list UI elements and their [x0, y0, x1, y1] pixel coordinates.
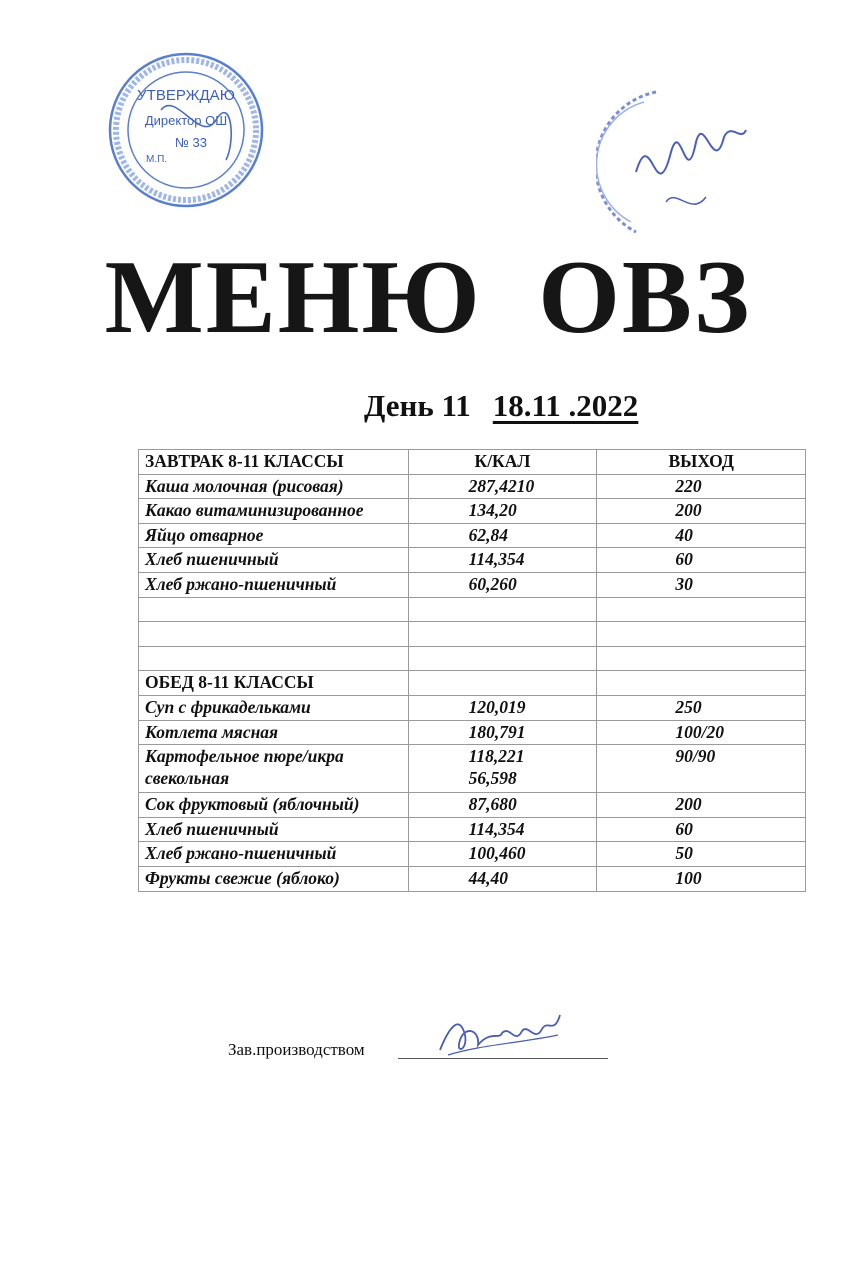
dish-name: Хлеб ржано-пшеничный	[139, 842, 409, 867]
empty-row	[139, 646, 806, 671]
table-row	[139, 695, 806, 720]
table-row	[139, 523, 806, 548]
menu-date: 18.11 .2022	[492, 388, 639, 423]
output-header: ВЫХОД	[597, 450, 806, 475]
dish-output: 50	[597, 842, 806, 867]
empty-row	[139, 622, 806, 647]
dish-output: 220	[597, 474, 806, 499]
svg-text:№ 33: № 33	[174, 135, 208, 150]
dish-kcal-line2: 56,598	[468, 768, 517, 789]
dish-kcal: 100,460	[408, 842, 597, 867]
dish-output: 250	[597, 695, 806, 720]
day-line	[364, 388, 638, 424]
dish-kcal-line1: 118,221	[468, 746, 525, 767]
dish-name: Каша молочная (рисовая)	[139, 474, 409, 499]
approval-stamp	[106, 50, 266, 210]
svg-text:УТВЕРЖДАЮ: УТВЕРЖДАЮ	[137, 87, 235, 104]
kcal-header: К/КАЛ	[408, 450, 597, 475]
table-row	[139, 842, 806, 867]
dish-name-line2: свекольная	[145, 768, 230, 789]
dish-output: 100/20	[597, 720, 806, 745]
table-row	[139, 548, 806, 573]
dish-kcal: 134,20	[408, 499, 597, 524]
dish-output: 60	[597, 548, 806, 573]
dish-kcal: 60,260	[408, 572, 597, 597]
svg-text:М.П.: М.П.	[146, 154, 168, 165]
dish-name: Какао витаминизированное	[139, 499, 409, 524]
dish-kcal	[408, 745, 597, 793]
dish-output: 60	[597, 817, 806, 842]
dish-kcal: 44,40	[408, 866, 597, 891]
lunch-header-row	[139, 671, 806, 696]
breakfast-header-row	[139, 450, 806, 475]
table-row	[139, 572, 806, 597]
dish-output: 200	[597, 499, 806, 524]
handwritten-signature	[430, 1005, 570, 1067]
dish-name: Хлеб пшеничный	[139, 817, 409, 842]
table-row	[139, 817, 806, 842]
table-row	[139, 499, 806, 524]
dish-name: Хлеб ржано-пшеничный	[139, 572, 409, 597]
dish-kcal: 87,680	[408, 793, 597, 818]
dish-name: Котлета мясная	[139, 720, 409, 745]
dish-name: Суп с фрикадельками	[139, 695, 409, 720]
dish-output: 100	[597, 866, 806, 891]
dish-kcal: 114,354	[408, 548, 597, 573]
dish-kcal: 120,019	[408, 695, 597, 720]
dish-kcal: 180,791	[408, 720, 597, 745]
dish-name	[139, 745, 409, 793]
day-label: День 11	[364, 388, 471, 423]
page-title: МЕНЮ ОВЗ	[104, 238, 752, 355]
dish-name-line1: Картофельное пюре/икра	[145, 746, 344, 767]
table-row	[139, 720, 806, 745]
dish-name: Сок фруктовый (яблочный)	[139, 793, 409, 818]
dish-output: 40	[597, 523, 806, 548]
table-row	[139, 793, 806, 818]
menu-table	[138, 449, 806, 892]
dish-kcal: 287,4210	[408, 474, 597, 499]
table-row	[139, 474, 806, 499]
breakfast-header: ЗАВТРАК 8-11 КЛАССЫ	[139, 450, 409, 475]
dish-output: 90/90	[597, 745, 806, 793]
dish-kcal: 62,84	[408, 523, 597, 548]
dish-output: 30	[597, 572, 806, 597]
table-row	[139, 745, 806, 793]
dish-kcal: 114,354	[408, 817, 597, 842]
signature-stamp	[596, 82, 766, 247]
production-manager-label: Зав.производством	[228, 1040, 365, 1059]
table-row	[139, 866, 806, 891]
dish-name: Фрукты свежие (яблоко)	[139, 866, 409, 891]
empty-row	[139, 597, 806, 622]
svg-text:Директор ОШ: Директор ОШ	[144, 113, 228, 128]
lunch-header: ОБЕД 8-11 КЛАССЫ	[139, 671, 409, 696]
dish-name: Яйцо отварное	[139, 523, 409, 548]
dish-output: 200	[597, 793, 806, 818]
dish-name: Хлеб пшеничный	[139, 548, 409, 573]
